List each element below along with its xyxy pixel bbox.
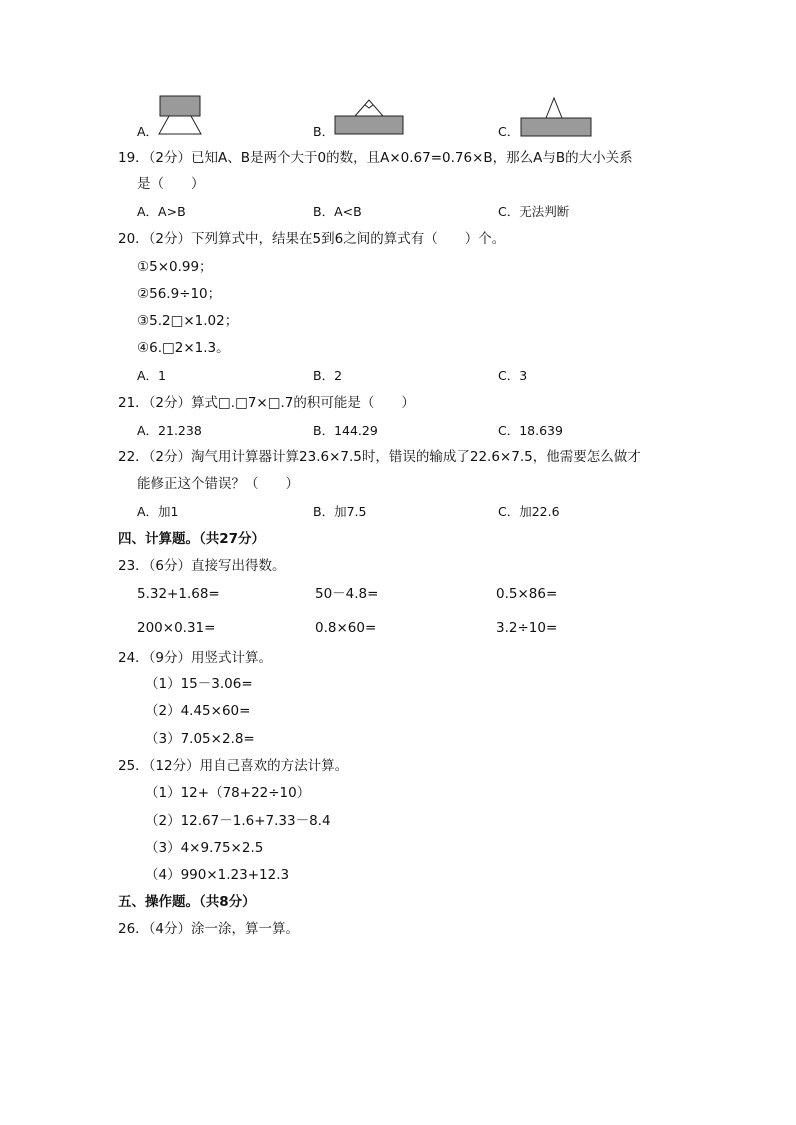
q24-stem: 24．（9分）用竖式计算。 — [118, 650, 273, 666]
q25-item-4: （4）990×1.23+12.3 — [145, 867, 290, 883]
q19-stem-line1: 19．（2分）已知A、B是两个大于0的数，且A×0.67=0.76×B，那么A与B的大小关系 — [118, 150, 633, 166]
q24-item-1: （1）15－3.06= — [145, 676, 253, 692]
q20-item-2: ②56.9÷10； — [137, 286, 222, 302]
figure-option-a — [155, 94, 207, 136]
q23-item-3: 0.5×86= — [496, 586, 558, 602]
q25-item-3: （3）4×9.75×2.5 — [145, 840, 264, 856]
q21-stem: 21．（2分）算式□.□7×□.7的积可能是（ ） — [118, 395, 415, 411]
q20-option-b: B．2 — [313, 368, 343, 383]
q20-item-1: ①5×0.99； — [137, 259, 213, 275]
q20-option-a: A．1 — [137, 368, 167, 383]
q22-stem-line1: 22．（2分）淘气用计算器计算23.6×7.5时，错误的输成了22.6×7.5，他需要怎么做才 — [118, 449, 641, 465]
q23-item-1: 5.32+1.68= — [137, 586, 220, 602]
q20-item-4: ④6.□2×1.3。 — [137, 340, 230, 356]
q19-option-a: A．A>B — [137, 204, 186, 219]
q23-item-4: 200×0.31= — [137, 620, 216, 636]
q25-item-2: （2）12.67－1.6+7.33－8.4 — [145, 813, 331, 829]
q23-item-5: 0.8×60= — [315, 620, 377, 636]
q23-item-2: 50－4.8= — [315, 586, 379, 602]
figure-option-c — [518, 96, 594, 138]
figure-option-c-label: C． — [498, 124, 520, 139]
figure-option-b — [333, 96, 407, 138]
figure-option-b-label: B． — [313, 124, 335, 139]
q22-option-c: C．加22.6 — [498, 504, 560, 519]
q21-option-b: B．144.29 — [313, 423, 378, 438]
q24-item-2: （2）4.45×60= — [145, 703, 251, 719]
q21-option-c: C．18.639 — [498, 423, 563, 438]
section-5-heading: 五、操作题。（共8分） — [118, 894, 256, 910]
q20-option-c: C．3 — [498, 368, 528, 383]
q20-stem: 20．（2分）下列算式中，结果在5到6之间的算式有（ ）个。 — [118, 231, 506, 247]
q23-stem: 23．（6分）直接写出得数。 — [118, 558, 286, 574]
q25-item-1: （1）12+（78+22÷10） — [145, 785, 311, 801]
figure-option-a-label: A． — [137, 124, 159, 139]
q23-item-6: 3.2÷10= — [496, 620, 558, 636]
q21-option-a: A．21.238 — [137, 423, 202, 438]
q22-option-b: B．加7.5 — [313, 504, 367, 519]
q19-option-b: B．A<B — [313, 204, 362, 219]
q22-stem-line2: 能修正这个错误？（ ） — [137, 476, 299, 492]
q19-option-c: C．无法判断 — [498, 204, 570, 219]
q19-stem-line2: 是（ ） — [137, 176, 205, 192]
q22-option-a: A．加1 — [137, 504, 179, 519]
q20-item-3: ③5.2□×1.02； — [137, 313, 239, 329]
section-4-heading: 四、计算题。（共27分） — [118, 531, 266, 547]
q24-item-3: （3）7.05×2.8= — [145, 731, 255, 747]
q25-stem: 25．（12分）用自己喜欢的方法计算。 — [118, 758, 349, 774]
q26-stem: 26．（4分）涂一涂，算一算。 — [118, 921, 300, 937]
